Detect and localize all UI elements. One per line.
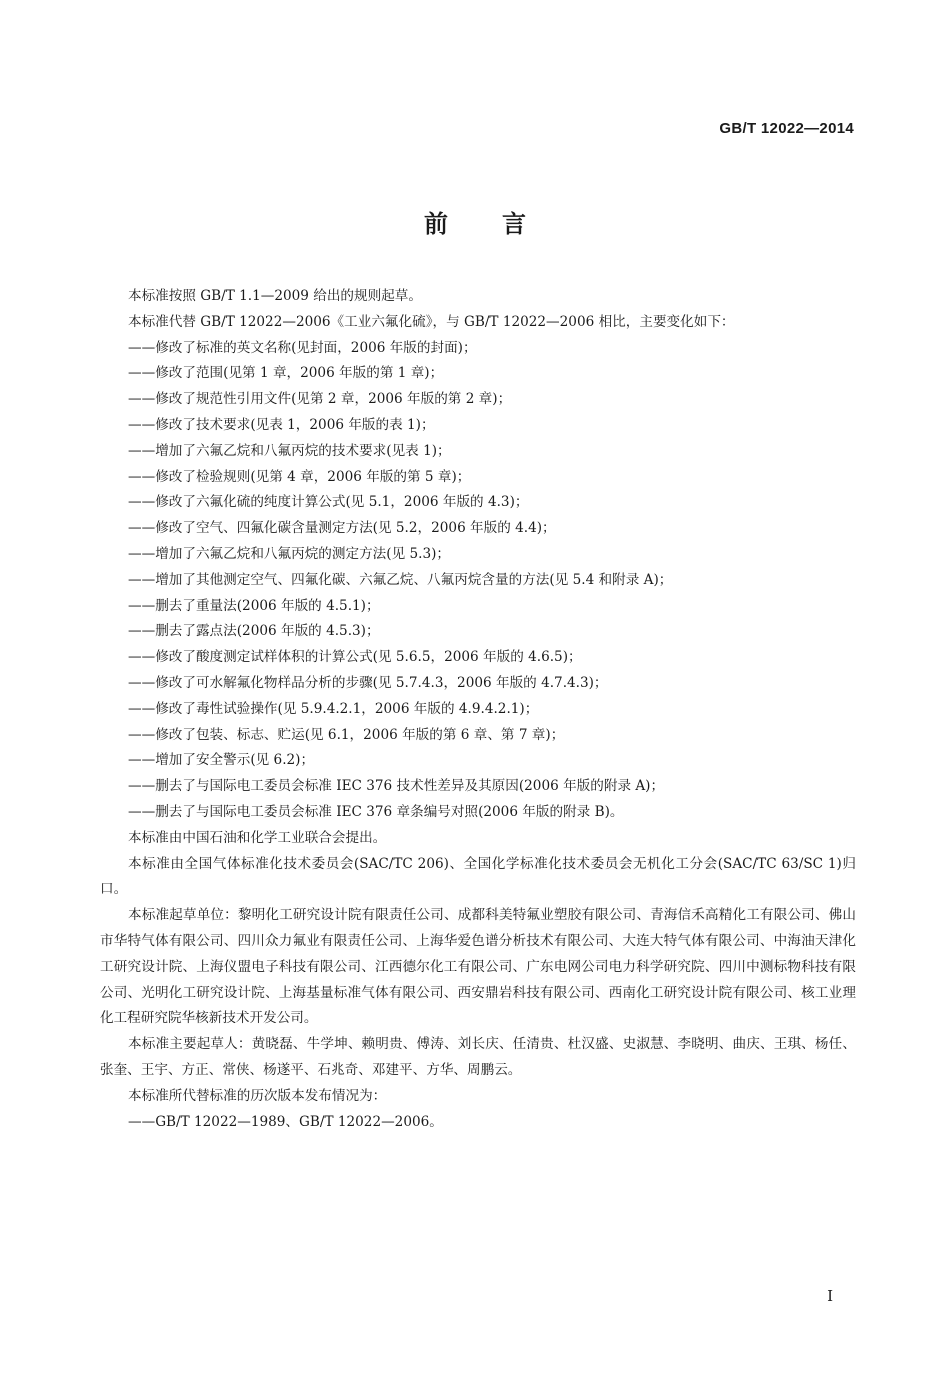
change-item: ——修改了范围(见第 1 章，2006 年版的第 1 章)； — [128, 365, 444, 382]
change-item: ——修改了可水解氟化物样品分析的步骤(见 5.7.4.3，2006 年版的 4.7.4.3)； — [128, 674, 608, 691]
change-item: ——修改了毒性试验操作(见 5.9.4.2.1，2006 年版的 4.9.4.2.1)； — [128, 700, 539, 717]
change-item: ——修改了规范性引用文件(见第 2 章，2006 年版的第 2 章)； — [128, 391, 512, 408]
change-item: ——删去了重量法(2006 年版的 4.5.1)； — [128, 597, 380, 614]
change-item: ——修改了酸度测定试样体积的计算公式(见 5.6.5，2006 年版的 4.6.5)； — [128, 649, 582, 666]
change-item: ——修改了六氟化硫的纯度计算公式(见 5.1，2006 年版的 4.3)； — [128, 494, 529, 511]
drafting-units-paragraph: 本标准起草单位：黎明化工研究设计院有限责任公司、成都科美特氟业塑胶有限公司、青海信禾高精化工有限公司、佛山市华特气体有限公司、四川众力氟业有限责任公司、上海华爱色谱分析技术有限公司、大连大特气体有限公司、中海油天津化工研究设计院、上海仪盟电子科技有限公司、江西德尔化工有限公司、广东电网公司电力科学研究院、四川中测标物科技有限公司、光明化工研究设计院、上海基量标准气体有限公司、西安鼎岩科技有限公司、西南化工研究设计院有限公司、核工业理化工程研究院华核新技术开发公司。 — [100, 907, 856, 1027]
proposed-by-paragraph: 本标准由中国石油和化学工业联合会提出。 — [128, 829, 387, 846]
history-intro-paragraph: 本标准所代替标准的历次版本发布情况为： — [128, 1087, 387, 1104]
change-item: ——修改了空气、四氟化碳含量测定方法(见 5.2，2006 年版的 4.4)； — [128, 520, 556, 537]
change-item: ——修改了包装、标志、贮运(见 6.1，2006 年版的第 6 章、第 7 章)； — [128, 726, 565, 743]
change-item: ——修改了技术要求(见表 1，2006 年版的表 1)； — [128, 416, 435, 433]
change-item: ——修改了检验规则(见第 4 章，2006 年版的第 5 章)； — [128, 468, 471, 485]
intro-paragraph-1: 本标准按照 GB/T 1.1—2009 给出的规则起草。 — [128, 288, 422, 304]
centralized-by-paragraph: 本标准由全国气体标准化技术委员会(SAC/TC 206)、全国化学标准化技术委员会无机化工分会(SAC/TC 63/SC 1)归口。 — [100, 855, 856, 898]
change-item: ——增加了六氟乙烷和八氟丙烷的技术要求(见表 1)； — [128, 442, 451, 459]
intro-paragraph-2: 本标准代替 GB/T 12022—2006《工业六氟化硫》，与 GB/T 12022—2006 相比，主要变化如下： — [128, 313, 735, 330]
page-number: I — [827, 1287, 833, 1305]
history-item: ——GB/T 12022—1989、GB/T 12022—2006。 — [128, 1113, 443, 1130]
drafters-paragraph: 本标准主要起草人：黄晓磊、牛学坤、赖明贵、傅涛、刘长庆、任清贵、杜汉盛、史淑慧、李晓明、曲庆、王琪、杨任、张奎、王宇、方正、常侠、杨遂平、石兆奇、邓建平、方华、周鹏云。 — [100, 1036, 856, 1078]
change-item: ——增加了安全警示(见 6.2)； — [128, 752, 315, 769]
change-item: ——删去了与国际电工委员会标准 IEC 376 章条编号对照(2006 年版的附录 B)。 — [128, 803, 624, 820]
change-item: ——修改了标准的英文名称(见封面，2006 年版的封面)； — [128, 339, 477, 356]
foreword-body — [100, 284, 856, 1135]
standard-code: GB/T 12022—2014 — [719, 120, 854, 137]
change-item: ——增加了其他测定空气、四氟化碳、六氟乙烷、八氟丙烷含量的方法(见 5.4 和附录 A)； — [128, 571, 673, 588]
change-item: ——删去了与国际电工委员会标准 IEC 376 技术性差异及其原因(2006 年版的附录 A)； — [128, 778, 665, 795]
page-title: 前言 — [424, 210, 580, 238]
change-item: ——增加了六氟乙烷和八氟丙烷的测定方法(见 5.3)； — [128, 545, 451, 562]
change-item: ——删去了露点法(2006 年版的 4.5.3)； — [128, 623, 380, 640]
